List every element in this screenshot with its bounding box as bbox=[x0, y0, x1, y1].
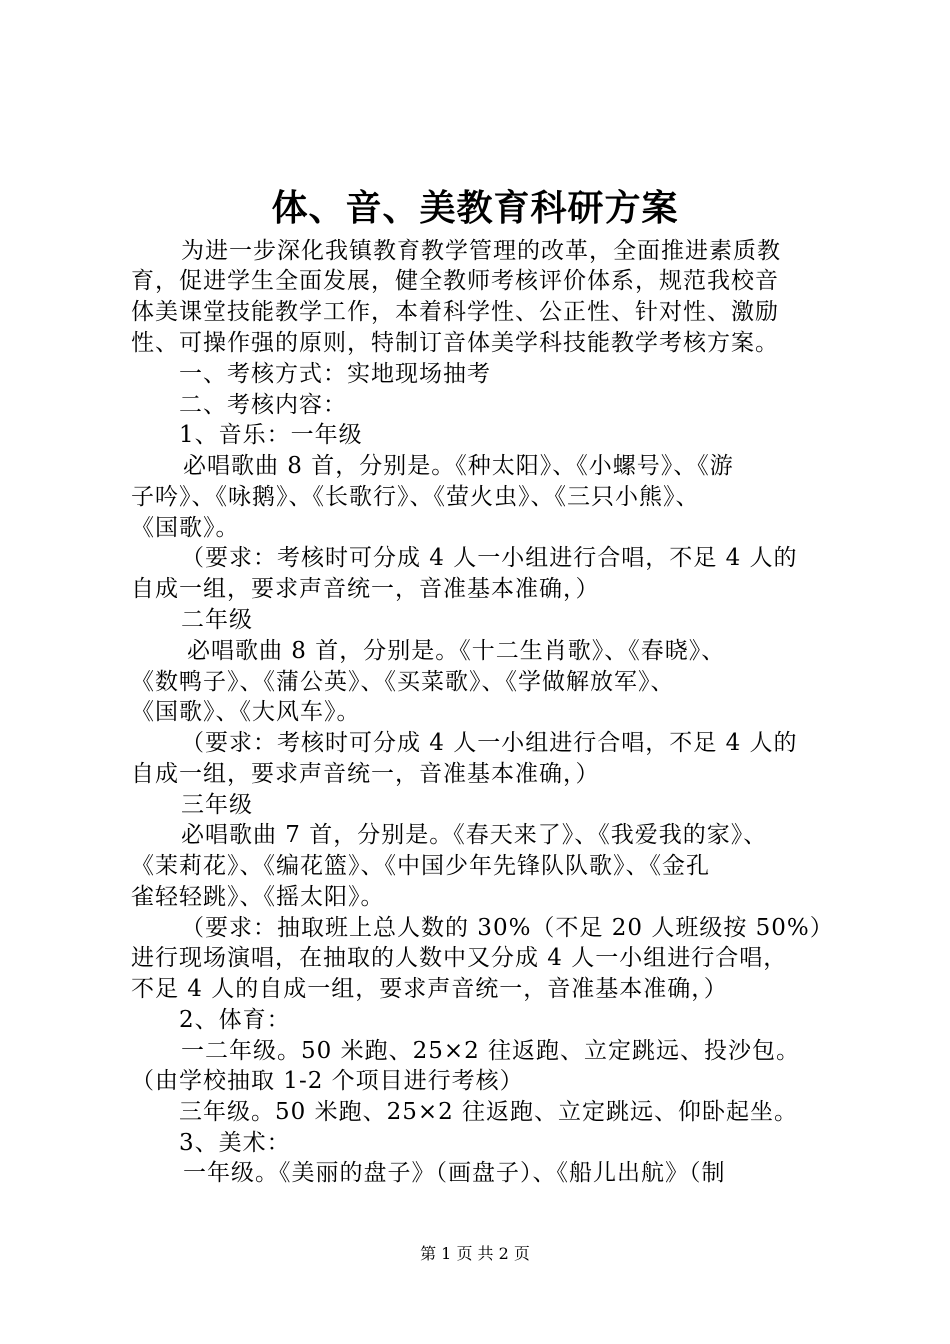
paragraph-line: 进行现场演唱，在抽取的人数中又分成 4 人一小组进行合唱， bbox=[131, 945, 788, 971]
paragraph-line: 不足 4 人的自成一组，要求声音统一，音准基本准确，） bbox=[131, 976, 728, 1002]
paragraph-line: 性、可操作强的原则，特制订音体美学科技能教学考核方案。 bbox=[131, 330, 779, 356]
grade-heading: 二年级 bbox=[181, 607, 253, 633]
paragraph-line: 《数鸭子》、《蒲公英》、《买菜歌》、《学做解放军》、 bbox=[131, 669, 675, 695]
subsection-heading: 1、音乐：一年级 bbox=[179, 422, 363, 448]
paragraph-line: 一年级。《美丽的盘子》（画盘子）、《船儿出航》（制 bbox=[183, 1160, 726, 1186]
paragraph-line: 雀轻轻跳》、《摇太阳》。 bbox=[131, 884, 385, 910]
paragraph-line: （要求：考核时可分成 4 人一小组进行合唱，不足 4 人的 bbox=[181, 545, 798, 571]
paragraph-line: 自成一组，要求声音统一，音准基本准确，） bbox=[131, 761, 600, 787]
paragraph-line: （要求：考核时可分成 4 人一小组进行合唱，不足 4 人的 bbox=[181, 730, 798, 756]
paragraph-line: （要求：抽取班上总人数的 30%（不足 20 人班级按 50%） bbox=[181, 915, 834, 941]
subsection-heading: 2、体育： bbox=[179, 1007, 291, 1033]
section-heading: 一、考核方式：实地现场抽考 bbox=[179, 361, 491, 387]
paragraph-line: 《国歌》。 bbox=[131, 515, 240, 541]
paragraph-line: 一二年级。50 米跑、25×2 往返跑、立定跳远、投沙包。 bbox=[181, 1038, 801, 1064]
grade-heading: 三年级 bbox=[181, 792, 253, 818]
document-title: 体、音、美教育科研方案 bbox=[271, 187, 679, 229]
paragraph-line: 子吟》、《咏鹅》、《长歌行》、《萤火虫》、《三只小熊》、 bbox=[131, 484, 700, 510]
page-footer: 第 1 页 共 2 页 bbox=[420, 1244, 530, 1263]
paragraph-line: 《茉莉花》、《编花篮》、《中国少年先锋队队歌》、《金孔 bbox=[131, 853, 710, 879]
subsection-heading: 3、美术： bbox=[179, 1130, 291, 1156]
paragraph-line: 必唱歌曲 8 首，分别是。《种太阳》、《小螺号》、《游 bbox=[183, 453, 734, 479]
paragraph-line: 必唱歌曲 7 首，分别是。《春天来了》、《我爱我的家》、 bbox=[181, 822, 768, 848]
section-heading: 二、考核内容： bbox=[179, 392, 347, 418]
paragraph-line: 育，促进学生全面发展，健全教师考核评价体系，规范我校音 bbox=[131, 268, 779, 294]
paragraph-line: （由学校抽取 1-2 个项目进行考核） bbox=[131, 1068, 524, 1094]
paragraph-line: 三年级。50 米跑、25×2 往返跑、立定跳远、仰卧起坐。 bbox=[179, 1099, 799, 1125]
paragraph-line: 必唱歌曲 8 首，分别是。《十二生肖歌》、《春晓》、 bbox=[187, 638, 726, 664]
paragraph-line: 为进一步深化我镇教育教学管理的改革，全面推进素质教 bbox=[181, 238, 781, 264]
paragraph-line: 体美课堂技能教学工作，本着科学性、公正性、针对性、激励 bbox=[131, 299, 779, 325]
paragraph-line: 自成一组，要求声音统一，音准基本准确，） bbox=[131, 576, 600, 602]
paragraph-line: 《国歌》、《大风车》。 bbox=[131, 699, 361, 725]
